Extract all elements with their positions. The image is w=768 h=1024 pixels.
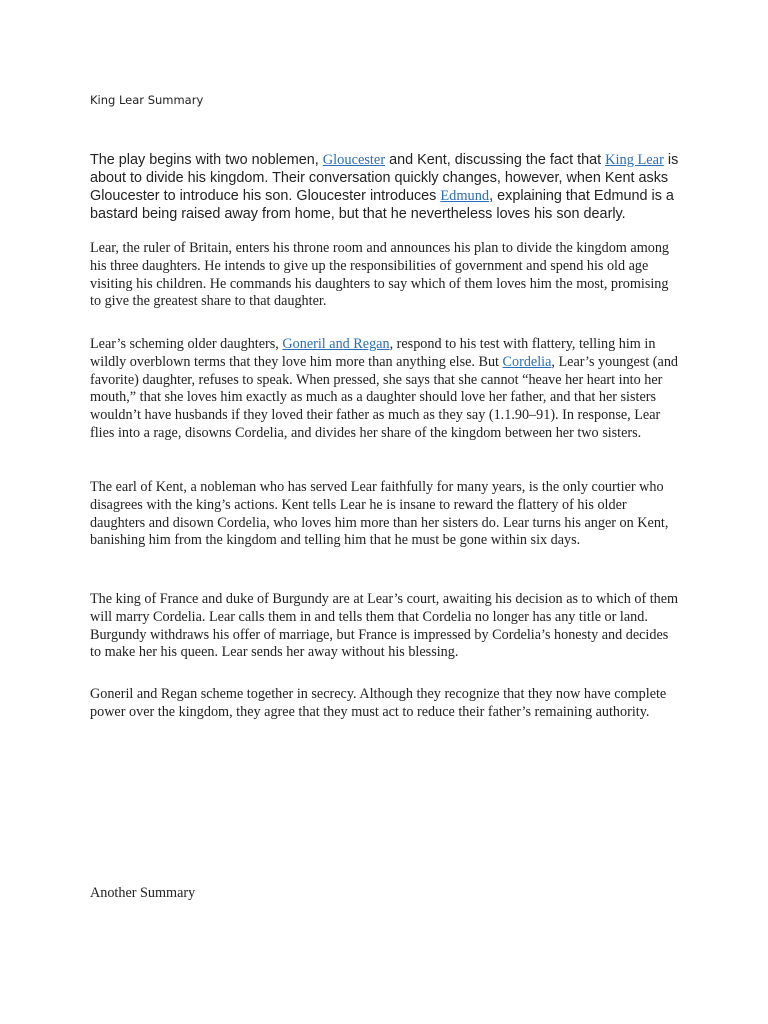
paragraph-scheming-daughters [90,336,680,443]
schem-text-1: Lear’s scheming older daughters, [90,336,283,352]
paragraph-france-burgundy: The king of France and duke of Burgundy are at Lear’s court, awaiting his decision as to which of them will marry Cordelia. Lear calls them in and tells them that Cordelia no longer has any title or land. Burgundy withdraws his offer of marriage, but France is impressed by Cordelia’s honesty and decides to make her his queen. Lear sends her away without his blessing. [90,591,679,661]
intro-paragraph [90,151,690,223]
intro-text-3: is about to divide his kingdom. Their conversation quickly changes, however, when Kent asks Gloucester to introduce his son. Gloucester introduces [90,152,679,204]
link-edmund[interactable]: Edmund [440,188,490,204]
schem-text-3: , Lear’s youngest (and favorite) daughter, refuses to speak. When pressed, she says that she cannot “heave her heart into her mouth,” that she loves him exactly as much as a daughter should love her father, and that her sisters wouldn’t have husbands if they loved their father as much as they say (1.1.90–91). In response, Lear flies into a rage, disowns Cordelia, and divides her share of the kingdom between her two sisters. [90,353,679,441]
document-title: King Lear Summary [90,93,204,107]
another-summary-heading: Another Summary [90,885,196,901]
intro-text-2: and Kent, discussing the fact that [385,152,606,168]
paragraph-earl-of-kent: The earl of Kent, a nobleman who has served Lear faithfully for many years, is the only courtier who disagrees with the king’s actions. Kent tells Lear he is insane to reward the flattery of his older daughters and disown Cordelia, who loves him more than her sisters do. Lear turns his anger on Kent, banishing him from the kingdom and telling him that he must be gone within six days. [90,479,669,549]
schem-text-2: , respond to his test with flattery, telling him in wildly overblown terms that they love him more than anything else. But [90,336,656,370]
link-king-lear[interactable]: King Lear [605,152,664,168]
intro-text-1: The play begins with two noblemen, [90,152,323,168]
link-cordelia[interactable]: Cordelia [502,353,552,370]
link-goneril-and-regan[interactable]: Goneril and Regan [282,336,390,352]
paragraph-lear-throne: Lear, the ruler of Britain, enters his throne room and announces his plan to divide the kingdom among his three daughters. He intends to give up the responsibilities of government and spend his old age visiting his children. He commands his daughters to say which of them loves him the most, promising to give the greatest share to that daughter. [90,240,670,310]
link-gloucester[interactable]: Gloucester [322,152,386,168]
paragraph-goneril-regan-scheme: Goneril and Regan scheme together in secrecy. Although they recognize that they now have complete power over the kingdom, they agree that they must act to reduce their father’s remaining authority. [90,686,667,720]
intro-text-4: , explaining that Edmund is a bastard being raised away from home, but that he nevertheless loves his son dearly. [90,188,674,222]
